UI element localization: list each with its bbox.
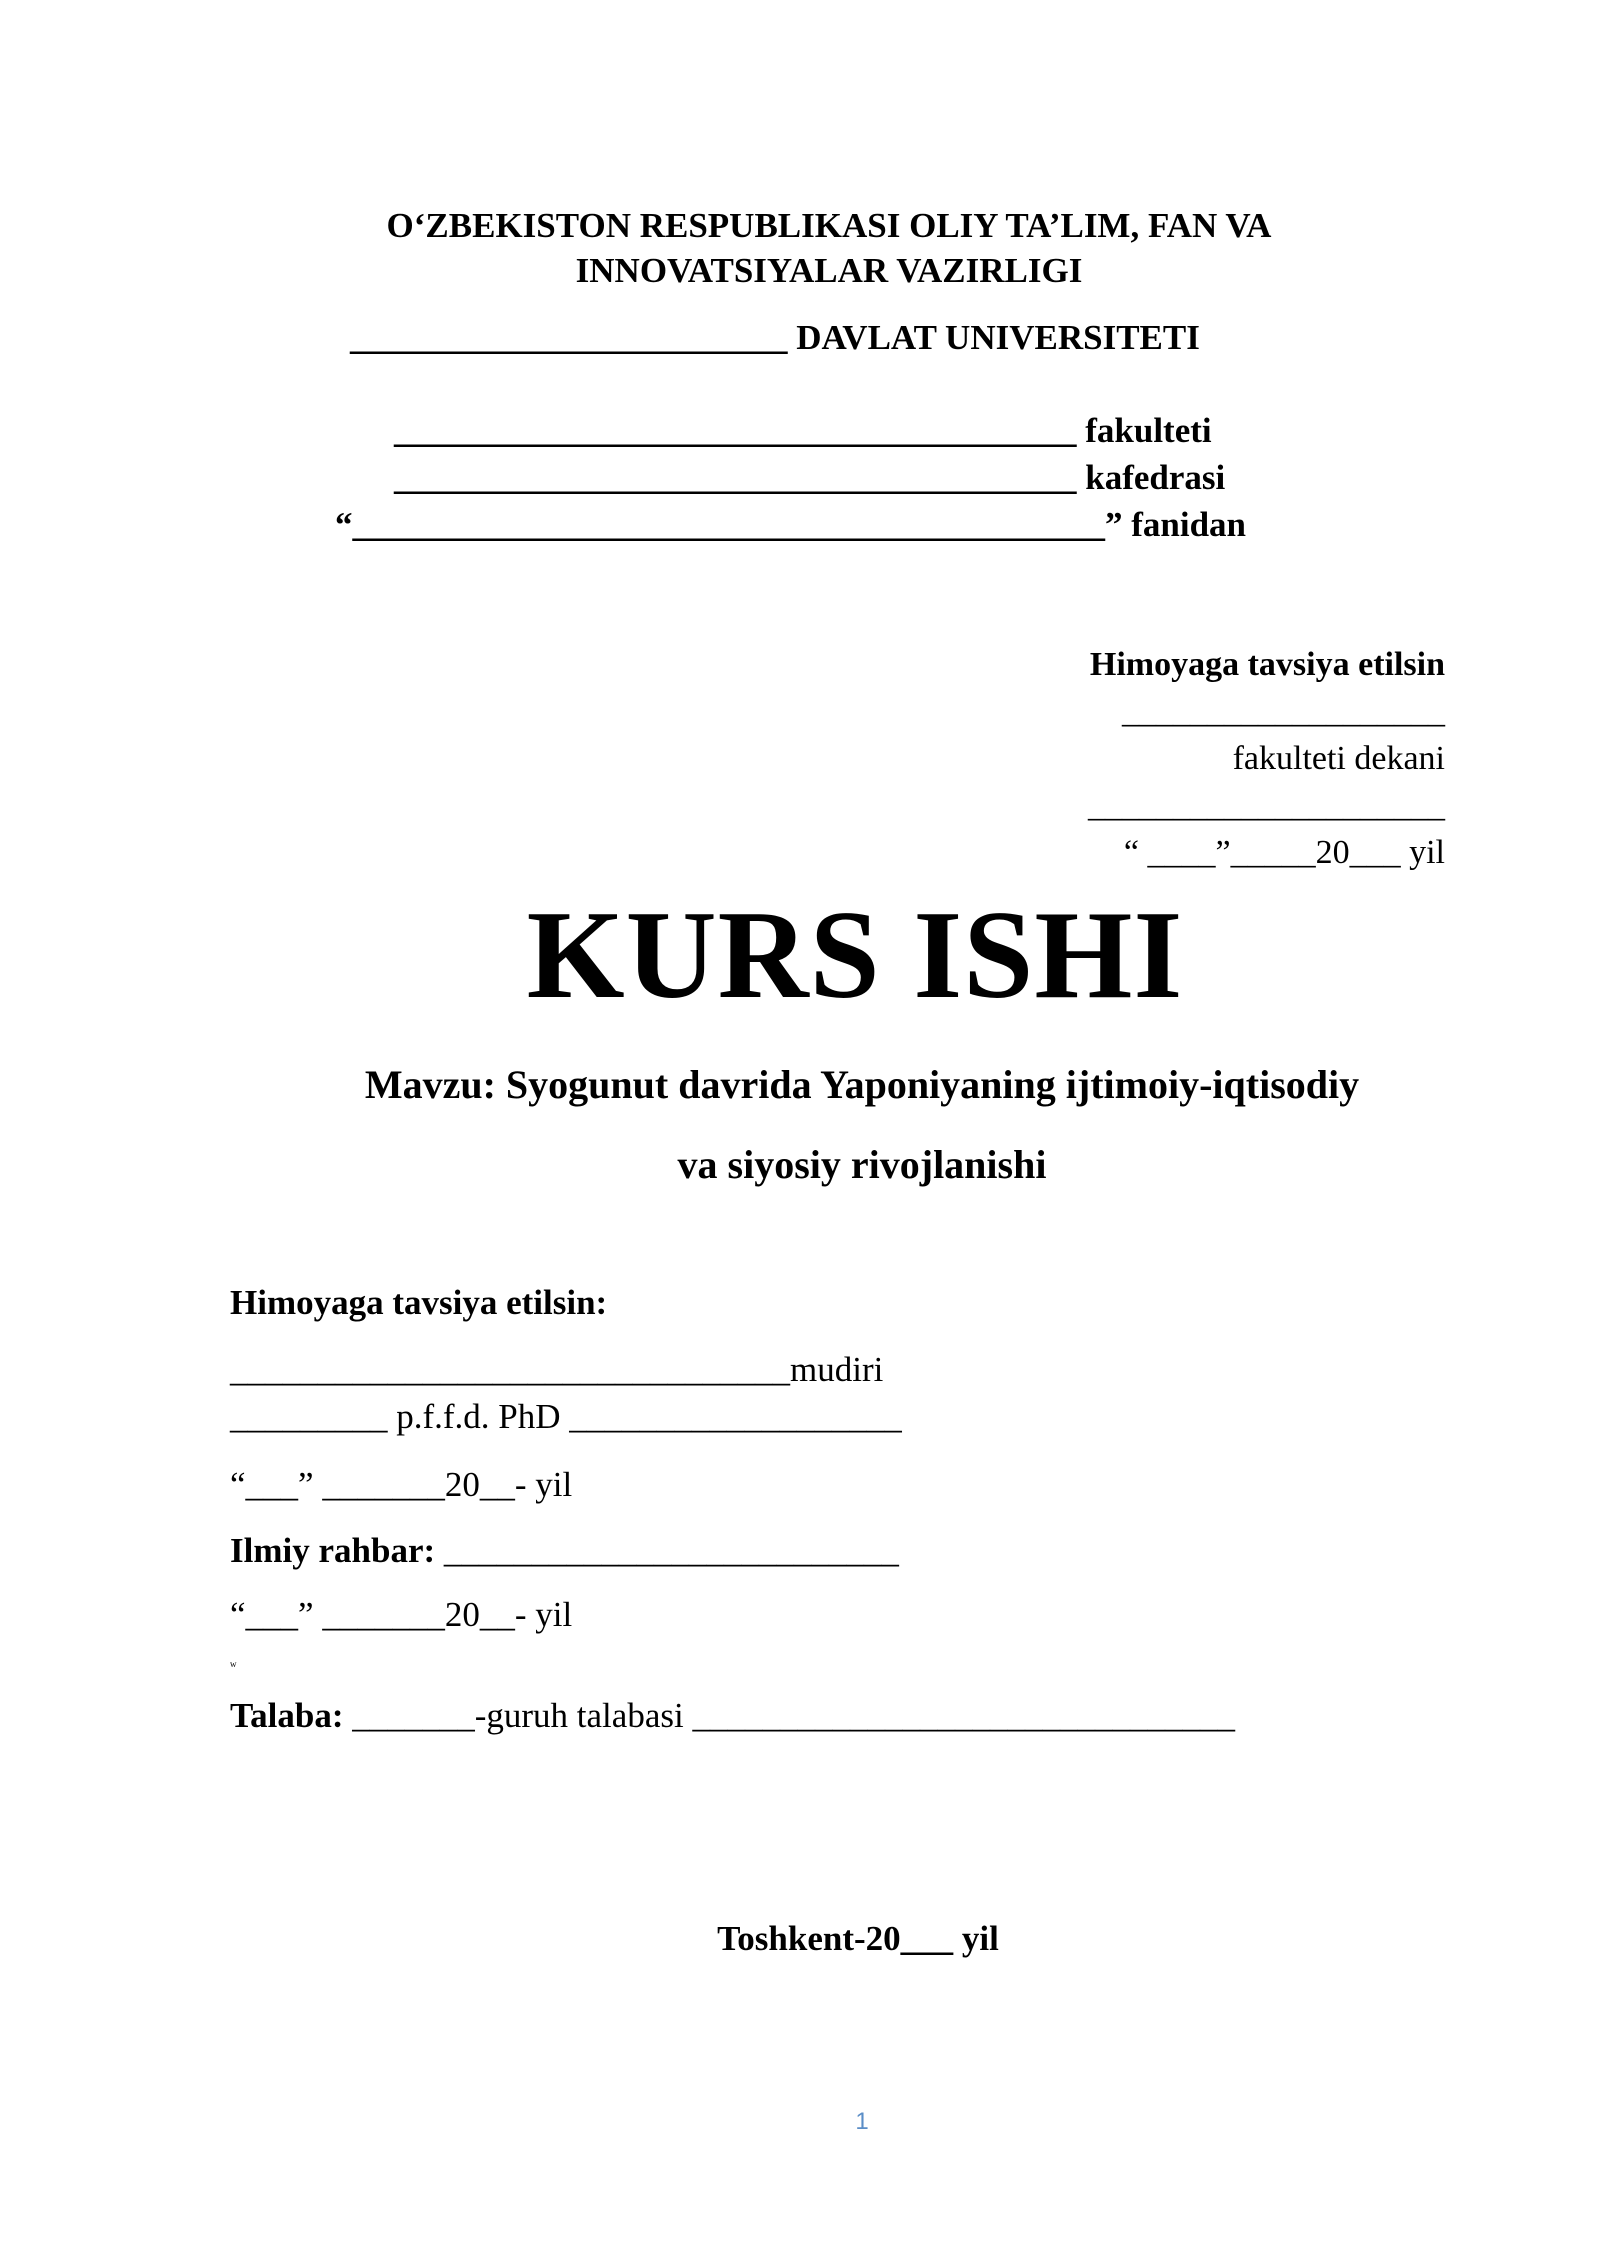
supervisor-label: Ilmiy rahbar: [230,1531,436,1570]
subject-line: “___________________________________________” fanidan [335,505,1247,544]
approval-right-blank-2: _____________________ [1088,787,1445,824]
dean-label: fakulteti dekani [1232,740,1445,777]
ministry-line-2: INNOVATSIYALAR VAZIRLIGI [575,251,1083,290]
approval-date-2: “___” _______20__- yil [230,1595,573,1634]
document-title: KURS ISHI [526,886,1184,1025]
student-text: _______-guruh talabasi _______________________________ [343,1696,1235,1735]
faculty-line: _______________________________________ fakulteti [394,411,1212,450]
student-line [230,1698,1235,1733]
supervisor-line [230,1533,899,1568]
approval-date-1: “___” _______20__- yil [230,1465,573,1504]
topic-line-1: Mavzu: Syogunut davrida Yaponiyaning ijtimoiy-iqtisodiy [364,1062,1360,1107]
page-number: 1 [855,2108,869,2135]
degree-line: _________ p.f.f.d. PhD ___________________ [230,1397,902,1436]
topic-line-2: va siyosiy rivojlanishi [677,1142,1047,1187]
department-line: _______________________________________ kafedrasi [394,458,1226,497]
approval-right-blank-1: ___________________ [1122,693,1445,730]
department-head-line: ________________________________mudiri [230,1350,884,1389]
student-label: Talaba: [230,1696,344,1735]
approval-right-heading: Himoyaga tavsiya etilsin [1089,646,1445,683]
approval-right-date: “ ____”_____20___ yil [1123,834,1445,871]
approval-left-heading: Himoyaga tavsiya etilsin: [230,1283,608,1322]
ministry-line-1: O‘ZBEKISTON RESPUBLIKASI OLIY TA’LIM, FAN VA [386,206,1272,245]
city-year: Toshkent-20___ yil [717,1919,999,1958]
university-line: _________________________ DAVLAT UNIVERSITETI [350,318,1200,357]
tiny-mark: w [230,1659,237,1669]
supervisor-blank: __________________________ [435,1531,899,1570]
